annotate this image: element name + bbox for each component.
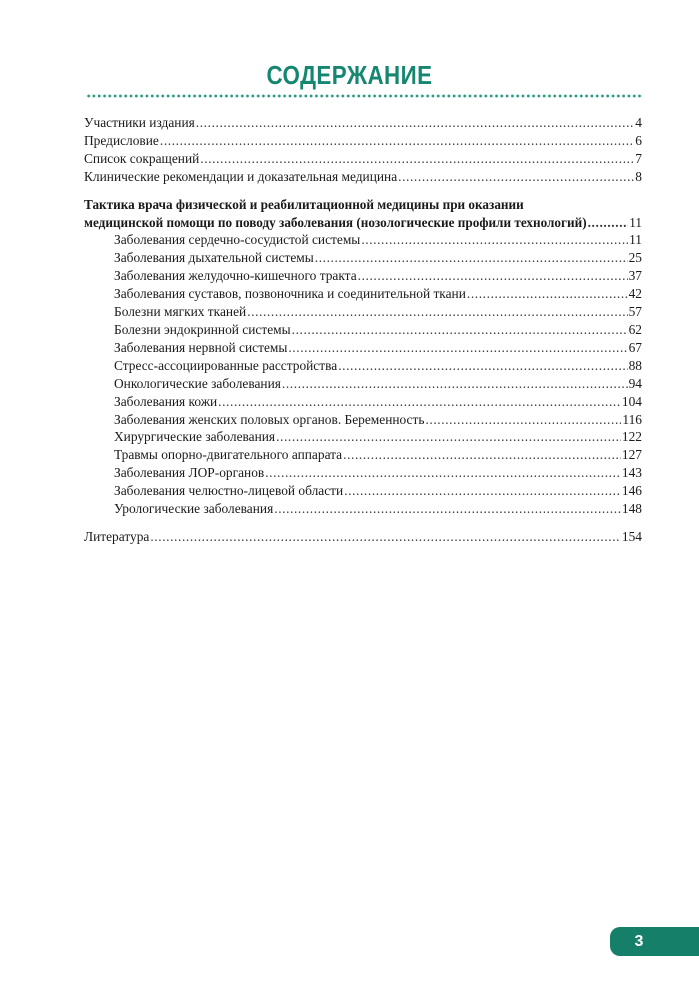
toc-entry[interactable] <box>84 249 642 267</box>
toc-entry[interactable] <box>84 375 642 393</box>
toc-entry-page: 104 <box>621 393 642 409</box>
section-page-number: 11 <box>629 214 642 230</box>
dot-leader <box>150 528 621 546</box>
toc-entry-label: Заболевания нервной системы <box>114 339 288 355</box>
section-title-row <box>84 214 642 232</box>
dot-leader <box>288 339 627 357</box>
toc-entry-label: Участники издания <box>84 115 195 130</box>
dot-leader <box>160 132 634 150</box>
toc-entry-label: Хирургические заболевания <box>114 429 276 445</box>
toc-entry-label: Заболевания желудочно-кишечного тракта <box>114 268 357 284</box>
toc-entry-page: 57 <box>628 304 642 320</box>
toc-entry-page: 8 <box>635 168 642 184</box>
toc-entry[interactable] <box>84 357 642 375</box>
toc-entry-label: Клинические рекомендации и доказательная медицина <box>84 168 398 184</box>
toc-entry[interactable] <box>84 446 642 464</box>
toc-entry-page: 148 <box>621 501 642 517</box>
dot-leader <box>338 357 627 375</box>
toc-entry-label: Заболевания челюстно-лицевой области <box>114 483 344 499</box>
toc-entry[interactable] <box>84 150 642 168</box>
toc-entry-label: Список сокращений <box>84 150 200 166</box>
dot-leader <box>282 375 628 393</box>
toc-entry-page: 62 <box>628 321 642 337</box>
toc-entry-label: Болезни мягких тканей <box>114 304 247 320</box>
toc-entry-label: Урологические заболевания <box>114 501 274 517</box>
dot-leader <box>274 500 621 518</box>
toc-entry-page: 127 <box>621 447 642 463</box>
toc-entry[interactable] <box>84 285 642 303</box>
toc-entry-label: Стресс-ассоциированные расстройства <box>114 357 338 373</box>
toc-entry[interactable] <box>84 482 642 500</box>
dot-leader <box>276 428 621 446</box>
dot-leader <box>398 168 634 186</box>
toc-entry-label: Заболевания дыхательной системы <box>114 250 314 266</box>
title-dotted-rule <box>86 94 642 98</box>
dot-leader <box>425 411 621 429</box>
dot-leader <box>361 231 628 249</box>
section-title-line2: медицинской помощи по поводу заболевания (нозологические профили технологий) <box>84 214 587 230</box>
front-matter-list <box>84 114 642 186</box>
dot-leader <box>247 303 627 321</box>
toc-entry-page: 11 <box>629 232 642 248</box>
dot-leader <box>200 150 634 168</box>
dot-leader <box>343 446 621 464</box>
toc-entry[interactable] <box>84 528 642 546</box>
toc-entry[interactable] <box>84 464 642 482</box>
toc-entry-label: Заболевания кожи <box>114 393 218 409</box>
toc-entry-label: Заболевания суставов, позвоночника и соединительной ткани <box>114 286 466 302</box>
dot-leader <box>315 249 628 267</box>
section-heading[interactable] <box>84 196 642 232</box>
back-matter-list <box>84 528 642 546</box>
dot-leader <box>467 285 628 303</box>
toc-entry-page: 122 <box>621 429 642 445</box>
toc-entry-label: Заболевания ЛОР-органов <box>114 465 265 481</box>
toc-entry-label: Заболевания женских половых органов. Беременность <box>114 411 425 427</box>
toc-entry-page: 37 <box>628 268 642 284</box>
toc-entry[interactable] <box>84 168 642 186</box>
toc-entry[interactable] <box>84 393 642 411</box>
toc-entry-label: Литература <box>84 528 150 544</box>
toc-entry-label: Болезни эндокринной системы <box>114 321 291 337</box>
toc-entry-page: 94 <box>628 375 642 391</box>
toc-entry[interactable] <box>84 411 642 429</box>
dot-leader <box>196 114 635 132</box>
toc-entry[interactable] <box>84 428 642 446</box>
toc-entry[interactable] <box>84 303 642 321</box>
toc-entry[interactable] <box>84 321 642 339</box>
dot-leader <box>358 267 628 285</box>
toc-entry-label: Предисловие <box>84 132 159 148</box>
toc-entry-page: 67 <box>628 339 642 355</box>
toc-entry-page: 116 <box>622 411 642 427</box>
table-of-contents <box>84 114 642 546</box>
toc-entry-page: 25 <box>628 250 642 266</box>
toc-entry-label: Онкологические заболевания <box>114 375 281 391</box>
toc-entry-label: Заболевания сердечно-сосудистой системы <box>114 232 361 248</box>
toc-entry-label: Травмы опорно-двигательного аппарата <box>114 447 343 463</box>
toc-entry-page: 88 <box>628 357 642 373</box>
toc-entry-page: 6 <box>635 132 642 148</box>
page-title: СОДЕРЖАНИЕ <box>266 60 433 90</box>
toc-entry[interactable] <box>84 231 642 249</box>
toc-entry[interactable] <box>84 500 642 518</box>
section-title-line1: Тактика врача физической и реабилитационной медицины при оказании <box>84 196 524 212</box>
toc-entry-page: 7 <box>635 150 642 166</box>
dot-leader <box>344 482 621 500</box>
toc-entry[interactable] <box>84 132 642 150</box>
toc-entry-page: 42 <box>628 286 642 302</box>
toc-entry[interactable] <box>84 267 642 285</box>
dot-leader <box>218 393 621 411</box>
dot-leader <box>265 464 621 482</box>
toc-entry-page: 143 <box>621 465 642 481</box>
toc-entry-page: 4 <box>635 115 642 130</box>
toc-entry-page: 146 <box>621 483 642 499</box>
page-number: 3 <box>634 933 644 950</box>
toc-entry[interactable] <box>84 114 642 132</box>
dot-leader <box>588 214 629 232</box>
toc-entry-page: 154 <box>621 528 642 544</box>
dot-leader <box>292 321 628 339</box>
section-items-list <box>84 231 642 518</box>
toc-entry[interactable] <box>84 339 642 357</box>
